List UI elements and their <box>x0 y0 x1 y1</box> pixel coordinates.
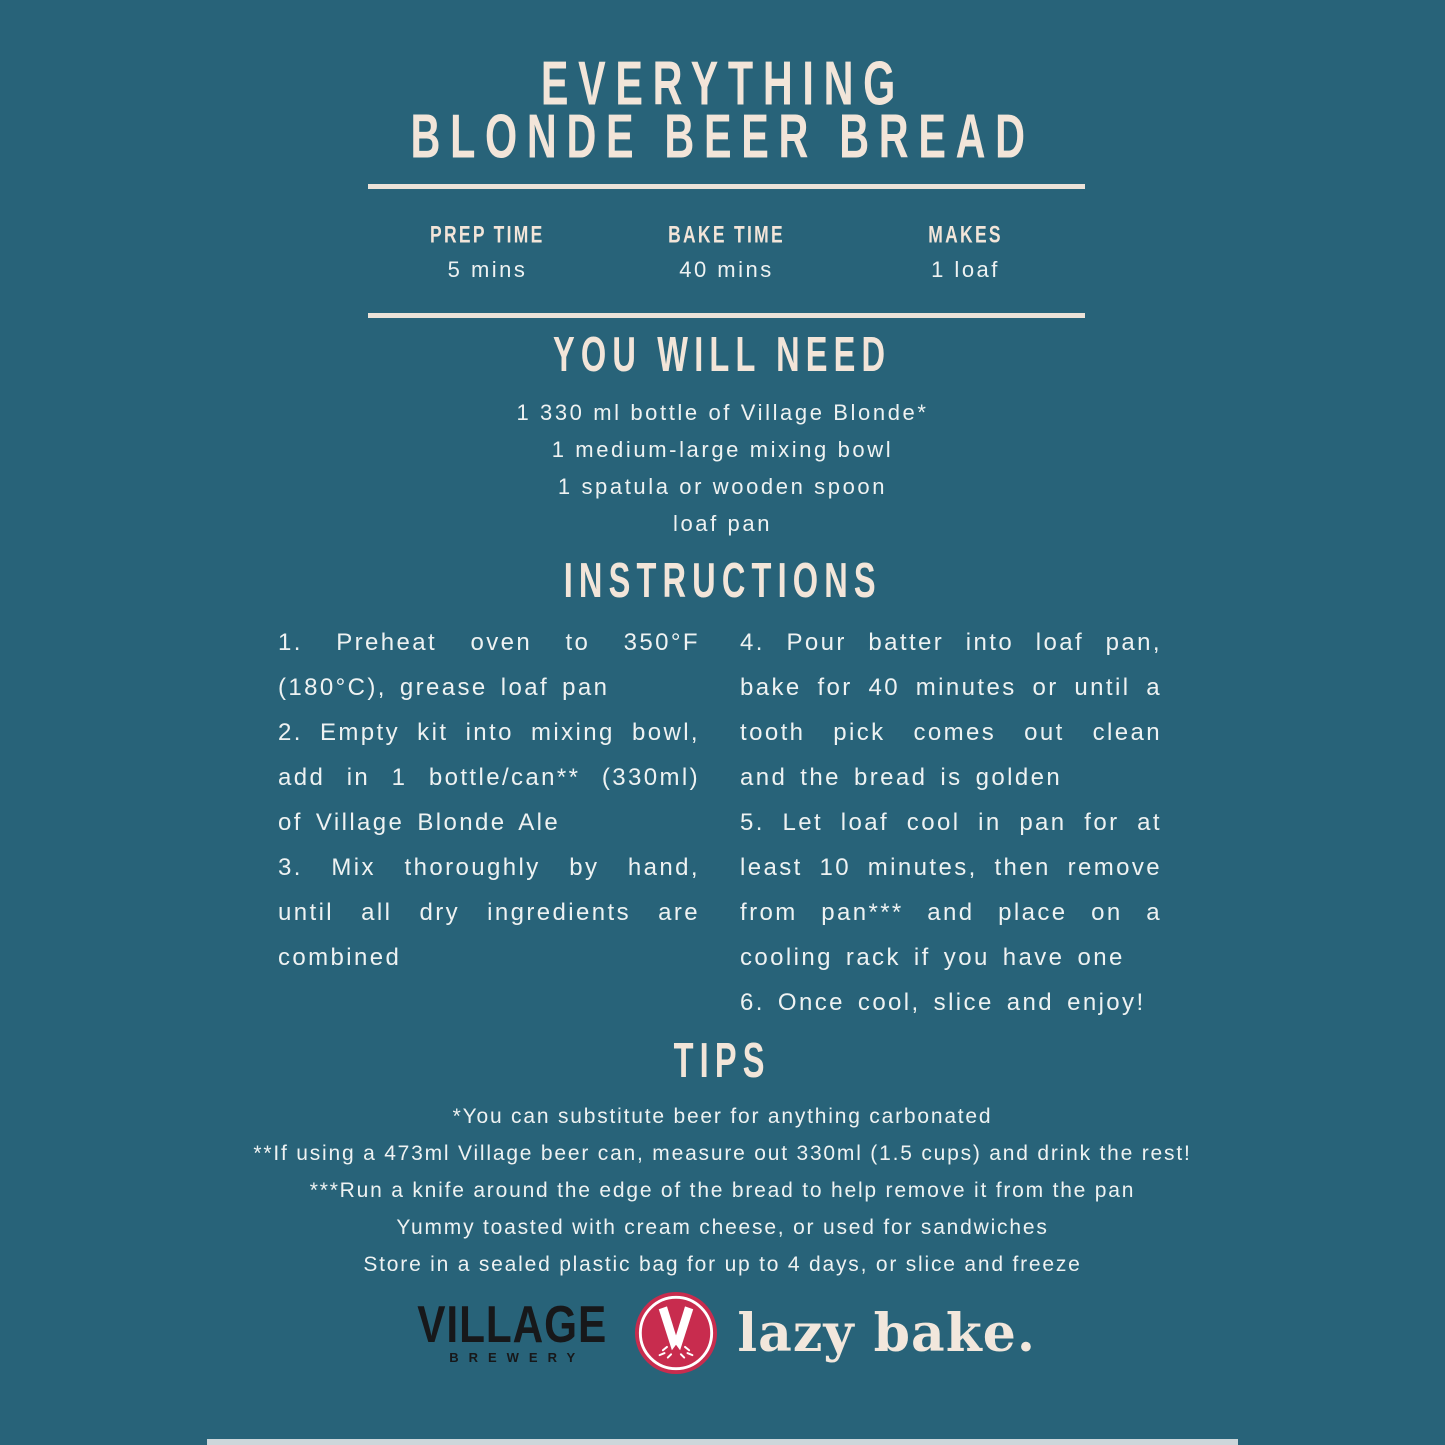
tip-line: Yummy toasted with cream cheese, or used for sandwiches <box>396 1216 1049 1239</box>
stat-label: MAKES <box>928 221 1003 249</box>
village-v-bottles-badge-icon <box>635 1292 717 1374</box>
instructions-left-column <box>278 620 700 1025</box>
stat-item <box>846 221 1085 283</box>
bottom-edge-bar <box>207 1439 1238 1445</box>
stat-value: 5 mins <box>447 257 528 282</box>
recipe-stats <box>368 221 1085 283</box>
divider-top <box>368 184 1085 189</box>
footer-logos <box>0 1292 1445 1374</box>
you-will-need-list <box>0 394 1445 542</box>
instruction-step: 5. Let loaf cool in pan for at least 10 minutes, then remove from pan*** and place on a cooling rack if you have one <box>740 809 1162 971</box>
title-line-2: BLONDE BEER BREAD <box>410 100 1035 171</box>
need-item: loaf pan <box>672 511 773 536</box>
tips-heading: TIPS <box>673 1033 772 1088</box>
need-item: 1 330 ml bottle of Village Blonde* <box>516 400 929 425</box>
stat-label: BAKE TIME <box>668 221 785 249</box>
tip-line: *You can substitute beer for anything carbonated <box>452 1105 993 1128</box>
instruction-step: 6. Once cool, slice and enjoy! <box>740 989 1146 1016</box>
instruction-step: 4. Pour batter into loaf pan, bake for 40 minutes or until a tooth pick comes out clean and the bread is golden <box>740 629 1162 791</box>
tip-line: Store in a sealed plastic bag for up to 4 days, or slice and freeze <box>363 1253 1082 1276</box>
instruction-step: 3. Mix thoroughly by hand, until all dry ingredients are combined <box>278 854 700 971</box>
divider-bottom <box>368 313 1085 318</box>
instructions-right-column <box>740 620 1162 1025</box>
stat-item <box>368 221 607 283</box>
instructions-heading: INSTRUCTIONS <box>563 553 882 608</box>
village-brewery-label: BREWERY <box>449 1349 586 1365</box>
need-item: 1 medium-large mixing bowl <box>551 437 894 462</box>
village-brewery-logo <box>409 1294 615 1365</box>
village-wordmark: VILLAGE <box>417 1294 608 1353</box>
instructions-columns <box>278 620 1162 1025</box>
need-item: 1 spatula or wooden spoon <box>557 474 888 499</box>
instruction-step: 2. Empty kit into mixing bowl, add in 1 bottle/can** (330ml) of Village Blonde Ale <box>278 719 700 836</box>
lazy-bake-wordmark: lazy bake. <box>737 1302 1036 1364</box>
stat-item <box>607 221 846 283</box>
stat-value: 40 mins <box>679 257 774 282</box>
title-line-1: EVERYTHING <box>540 47 905 118</box>
you-will-need-heading: YOU WILL NEED <box>553 327 892 382</box>
stat-value: 1 loaf <box>931 257 1000 282</box>
tip-line: **If using a 473ml Village beer can, measure out 330ml (1.5 cups) and drink the rest! <box>253 1142 1192 1165</box>
tips-list <box>0 1098 1445 1283</box>
instruction-step: 1. Preheat oven to 350°F (180°C), grease loaf pan <box>278 629 700 701</box>
stat-label: PREP TIME <box>430 221 545 249</box>
page-title <box>0 47 1445 171</box>
tip-line: ***Run a knife around the edge of the bread to help remove it from the pan <box>309 1179 1136 1202</box>
